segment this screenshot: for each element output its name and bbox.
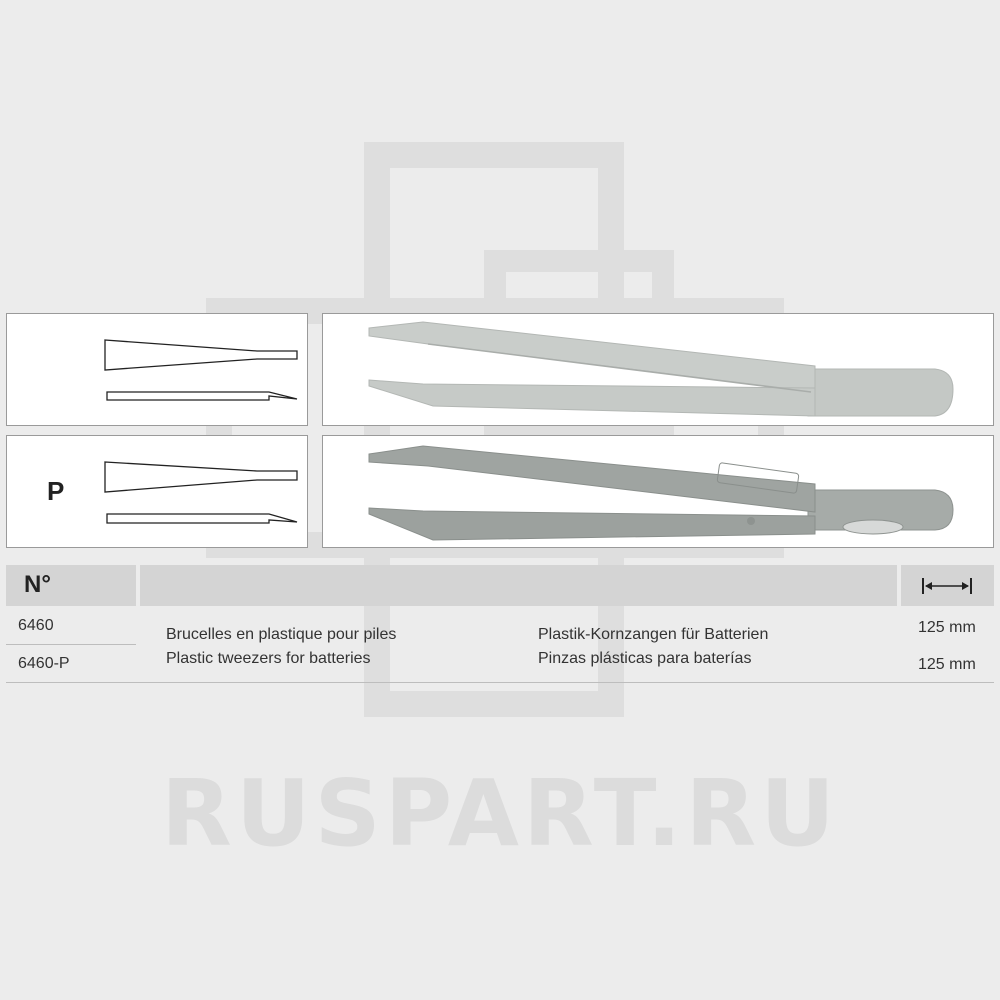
- row-number-6460: 6460: [18, 617, 54, 634]
- description-fr: Brucelles en plastique pour piles: [166, 626, 397, 643]
- header-cell-description: [140, 565, 897, 606]
- tweezers-outline-diagram-p: [7, 436, 307, 547]
- diagram-panel-standard: [6, 313, 308, 426]
- header-cell-length: [901, 565, 994, 606]
- header-number-label: N°: [24, 571, 51, 598]
- header-cell-number: [6, 565, 136, 606]
- row-number-6460-p: 6460-P: [18, 655, 70, 672]
- photo-panel-p: [322, 435, 994, 548]
- row-length-6460: 125 mm: [918, 619, 976, 636]
- tweezers-outline-diagram: [7, 314, 307, 425]
- row-divider: [6, 644, 136, 645]
- row-length-6460-p: 125 mm: [918, 656, 976, 673]
- variant-label-p: P: [47, 476, 65, 506]
- length-arrow-icon: [901, 565, 994, 606]
- description-de: Plastik-Kornzangen für Batterien: [538, 626, 769, 643]
- table-bottom-divider: [6, 682, 994, 683]
- diagram-panel-p: [6, 435, 308, 548]
- photo-panel-standard: [322, 313, 994, 426]
- tweezers-photo-dark: [323, 436, 993, 547]
- description-en: Plastic tweezers for batteries: [166, 650, 371, 667]
- description-es: Pinzas plásticas para baterías: [538, 650, 752, 667]
- tweezers-photo-light: [323, 314, 993, 425]
- watermark-text: RUSPART.RU: [161, 760, 839, 867]
